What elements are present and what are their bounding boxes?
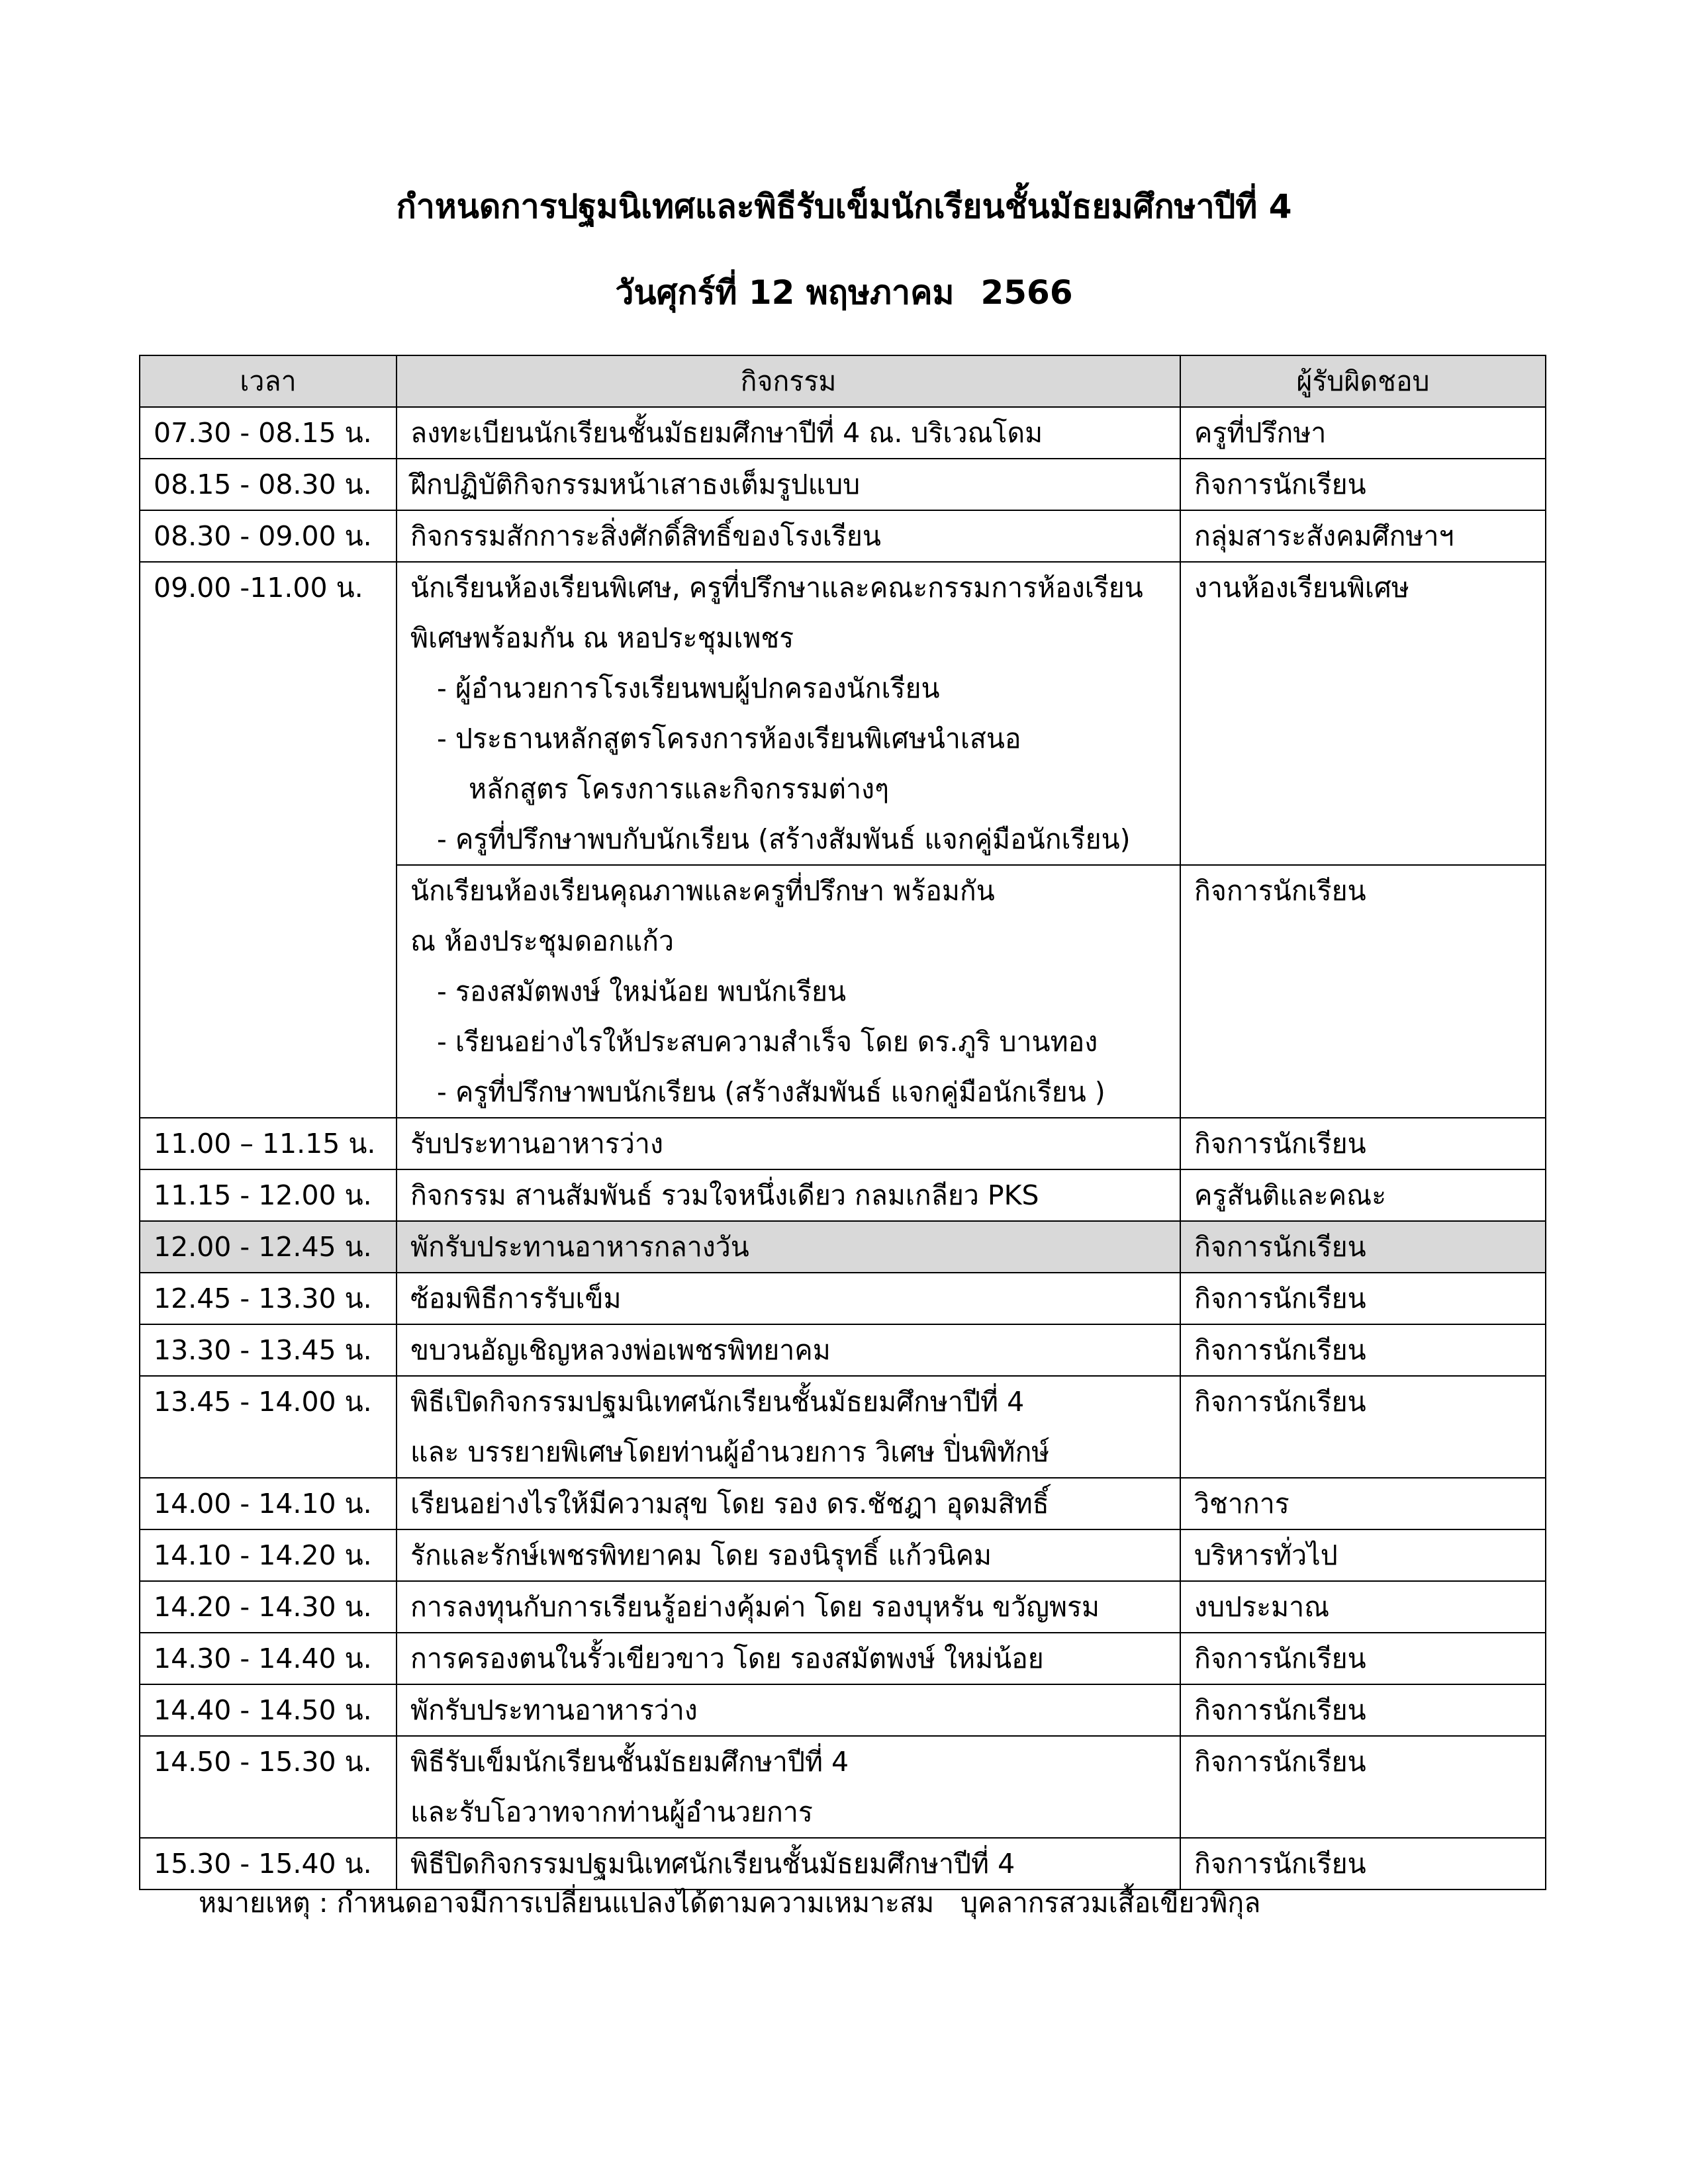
responsible-cell: กิจการนักเรียน	[1180, 1838, 1546, 1889]
document-date	[0, 273, 1688, 312]
responsible-cell: กิจการนักเรียน	[1180, 865, 1546, 1118]
activity-cell	[397, 562, 1180, 865]
time-cell: 14.30 - 14.40 น.	[140, 1633, 397, 1684]
table-header-row	[140, 355, 1546, 407]
table-row	[140, 1736, 1546, 1838]
table-row	[140, 1478, 1546, 1529]
header-responsible: ผู้รับผิดชอบ	[1180, 355, 1546, 407]
activity-subitem: - ประธานหลักสูตรโครงการห้องเรียนพิเศษนำเสนอ	[437, 723, 1021, 754]
activity-cell: เรียนอย่างไรให้มีความสุข โดย รอง ดร.ชัชฎา อุดมสิทธิ์	[397, 1478, 1180, 1529]
time-cell: 11.00 – 11.15 น.	[140, 1118, 397, 1169]
activity-subitem: - ครูที่ปรึกษาพบนักเรียน (สร้างสัมพันธ์ แจกคู่มือนักเรียน )	[437, 1076, 1105, 1108]
activity-cell: ลงทะเบียนนักเรียนชั้นมัธยมศึกษาปีที่ 4 ณ. บริเวณโดม	[397, 407, 1180, 459]
time-cell: 14.50 - 15.30 น.	[140, 1736, 397, 1838]
time-cell: 07.30 - 08.15 น.	[140, 407, 397, 459]
table-row	[140, 1529, 1546, 1581]
responsible-cell: กลุ่มสาระสังคมศึกษาฯ	[1180, 510, 1546, 562]
activity-line: พิธีรับเข็มนักเรียนชั้นมัธยมศึกษาปีที่ 4	[410, 1746, 849, 1778]
table-row-lunch	[140, 1221, 1546, 1273]
activity-line: พิเศษพร้อมกัน ณ หอประชุมเพชร	[410, 622, 794, 654]
responsible-cell: กิจการนักเรียน	[1180, 1684, 1546, 1736]
activity-subitem: - ผู้อำนวยการโรงเรียนพบผู้ปกครองนักเรียน	[437, 672, 940, 704]
activity-subitem: - รองสมัตพงษ์ ใหม่น้อย พบนักเรียน	[437, 976, 847, 1007]
activity-subitem: หลักสูตร โครงการและกิจกรรมต่างๆ	[469, 773, 890, 805]
dress-code: บุคลากรสวมเสื้อเขียวพิกุล	[961, 1887, 1261, 1919]
table-row	[140, 1273, 1546, 1324]
date-year: 2566	[980, 273, 1073, 312]
activity-cell: ซ้อมพิธีการรับเข็ม	[397, 1273, 1180, 1324]
activity-subitem: - เรียนอย่างไรให้ประสบความสำเร็จ โดย ดร.ภูริ บานทอง	[437, 1026, 1098, 1058]
table-row	[140, 1118, 1546, 1169]
time-cell: 12.00 - 12.45 น.	[140, 1221, 397, 1273]
activity-line: นักเรียนห้องเรียนพิเศษ, ครูที่ปรึกษาและคณะกรรมการห้องเรียน	[410, 572, 1143, 604]
time-cell: 14.00 - 14.10 น.	[140, 1478, 397, 1529]
time-cell: 12.45 - 13.30 น.	[140, 1273, 397, 1324]
time-cell: 09.00 -11.00 น.	[140, 562, 397, 1118]
responsible-cell: ครูสันติและคณะ	[1180, 1169, 1546, 1221]
header-activity: กิจกรรม	[397, 355, 1180, 407]
footnote	[199, 1883, 1260, 1923]
activity-cell: ฝึกปฏิบัติกิจกรรมหน้าเสาธงเต็มรูปแบบ	[397, 459, 1180, 510]
date-day: วันศุกร์ที่ 12 พฤษภาคม	[615, 273, 955, 312]
responsible-cell: กิจการนักเรียน	[1180, 1376, 1546, 1478]
activity-line: พิธีเปิดกิจกรรมปฐมนิเทศนักเรียนชั้นมัธยมศึกษาปีที่ 4	[410, 1386, 1025, 1418]
time-cell: 08.30 - 09.00 น.	[140, 510, 397, 562]
responsible-cell: ครูที่ปรึกษา	[1180, 407, 1546, 459]
time-cell: 11.15 - 12.00 น.	[140, 1169, 397, 1221]
table-row	[140, 1838, 1546, 1889]
table-row	[140, 1581, 1546, 1633]
activity-cell: พักรับประทานอาหารว่าง	[397, 1684, 1180, 1736]
table-row	[140, 1684, 1546, 1736]
activity-subitem: - ครูที่ปรึกษาพบกับนักเรียน (สร้างสัมพันธ์ แจกคู่มือนักเรียน)	[437, 823, 1131, 855]
table-row	[140, 562, 1546, 865]
responsible-cell: กิจการนักเรียน	[1180, 1118, 1546, 1169]
activity-line: และ บรรยายพิเศษโดยท่านผู้อำนวยการ วิเศษ ปิ่นพิทักษ์	[410, 1436, 1050, 1468]
activity-cell: ขบวนอัญเชิญหลวงพ่อเพชรพิทยาคม	[397, 1324, 1180, 1376]
table-row	[140, 459, 1546, 510]
activity-cell: พักรับประทานอาหารกลางวัน	[397, 1221, 1180, 1273]
time-cell: 14.40 - 14.50 น.	[140, 1684, 397, 1736]
responsible-cell: งบประมาณ	[1180, 1581, 1546, 1633]
activity-cell	[397, 865, 1180, 1118]
activity-cell: พิธีปิดกิจกรรมปฐมนิเทศนักเรียนชั้นมัธยมศึกษาปีที่ 4	[397, 1838, 1180, 1889]
activity-cell: รับประทานอาหารว่าง	[397, 1118, 1180, 1169]
activity-line: ณ ห้องประชุมดอกแก้ว	[410, 925, 675, 957]
responsible-cell: งานห้องเรียนพิเศษ	[1180, 562, 1546, 865]
table-row	[140, 1376, 1546, 1478]
table-row	[140, 1169, 1546, 1221]
responsible-cell: บริหารทั่วไป	[1180, 1529, 1546, 1581]
footnote-text: หมายเหตุ : กำหนดอาจมีการเปลี่ยนแปลงได้ตามความเหมาะสม	[199, 1887, 935, 1919]
responsible-cell: วิชาการ	[1180, 1478, 1546, 1529]
time-cell: 14.20 - 14.30 น.	[140, 1581, 397, 1633]
activity-cell: รักและรักษ์เพชรพิทยาคม โดย รองนิรุทธิ์ แก้วนิคม	[397, 1529, 1180, 1581]
activity-cell: การลงทุนกับการเรียนรู้อย่างคุ้มค่า โดย รองบุหรัน ขวัญพรม	[397, 1581, 1180, 1633]
table-row	[140, 510, 1546, 562]
table-row	[140, 1633, 1546, 1684]
time-cell: 08.15 - 08.30 น.	[140, 459, 397, 510]
responsible-cell: กิจการนักเรียน	[1180, 459, 1546, 510]
activity-cell: กิจกรรมสักการะสิ่งศักดิ์สิทธิ์ของโรงเรียน	[397, 510, 1180, 562]
time-cell: 15.30 - 15.40 น.	[140, 1838, 397, 1889]
responsible-cell: กิจการนักเรียน	[1180, 1273, 1546, 1324]
time-cell: 14.10 - 14.20 น.	[140, 1529, 397, 1581]
responsible-cell: กิจการนักเรียน	[1180, 1221, 1546, 1273]
responsible-cell: กิจการนักเรียน	[1180, 1633, 1546, 1684]
schedule-table	[139, 355, 1546, 1890]
activity-cell: กิจกรรม สานสัมพันธ์ รวมใจหนึ่งเดียว กลมเกลียว PKS	[397, 1169, 1180, 1221]
activity-cell	[397, 1736, 1180, 1838]
activity-cell: การครองตนในรั้วเขียวขาว โดย รองสมัตพงษ์ ใหม่น้อย	[397, 1633, 1180, 1684]
activity-line: และรับโอวาทจากท่านผู้อำนวยการ	[410, 1796, 813, 1828]
table-row	[140, 1324, 1546, 1376]
responsible-cell: กิจการนักเรียน	[1180, 1324, 1546, 1376]
document-title: กำหนดการปฐมนิเทศและพิธีรับเข็มนักเรียนชั้นมัธยมศึกษาปีที่ 4	[396, 187, 1292, 226]
responsible-cell: กิจการนักเรียน	[1180, 1736, 1546, 1838]
activity-line: นักเรียนห้องเรียนคุณภาพและครูที่ปรึกษา พร้อมกัน	[410, 875, 995, 907]
time-cell: 13.30 - 13.45 น.	[140, 1324, 397, 1376]
time-cell: 13.45 - 14.00 น.	[140, 1376, 397, 1478]
header-time: เวลา	[140, 355, 397, 407]
activity-cell	[397, 1376, 1180, 1478]
table-row	[140, 407, 1546, 459]
